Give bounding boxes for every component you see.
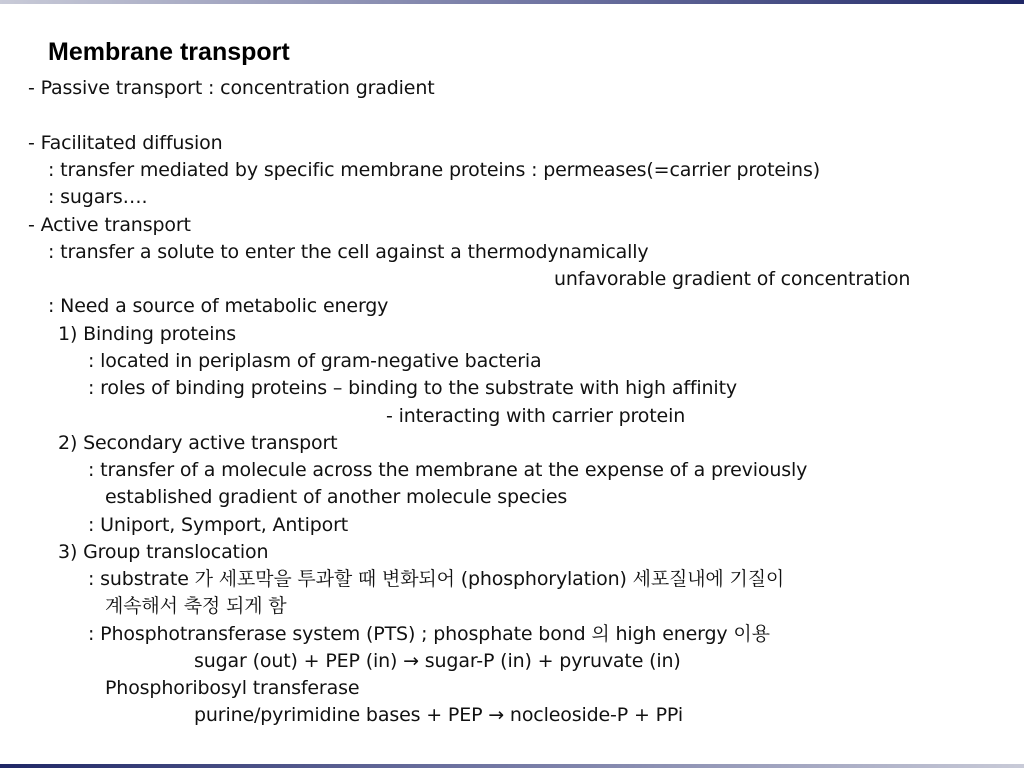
secondary-active-transport-detail: : transfer of a molecule across the membrane at the expense of a previously <box>88 459 808 481</box>
active-transport-definition: : transfer a solute to enter the cell against a thermodynamically <box>48 241 649 263</box>
binding-proteins-roles-continued: - interacting with carrier protein <box>386 405 686 427</box>
facilitated-diffusion-heading: - Facilitated diffusion <box>28 132 223 154</box>
pts-line: : Phosphotransferase system (PTS) ; phosphate bond 의 high energy 이용 <box>88 623 770 645</box>
facilitated-diffusion-detail: : transfer mediated by specific membrane proteins : permeases(=carrier proteins) <box>48 159 820 181</box>
binding-proteins-roles: : roles of binding proteins – binding to the substrate with high affinity <box>88 377 737 399</box>
active-transport-energy-line: : Need a source of metabolic energy <box>48 295 389 317</box>
secondary-active-transport-types: : Uniport, Symport, Antiport <box>88 514 349 536</box>
secondary-active-transport-heading: 2) Secondary active transport <box>58 432 338 454</box>
passive-transport-line: - Passive transport : concentration gradient <box>28 77 435 99</box>
active-transport-definition-continued: unfavorable gradient of concentration <box>554 268 911 290</box>
binding-proteins-location: : located in periplasm of gram-negative bacteria <box>88 350 542 372</box>
top-decorative-bar <box>0 0 1024 4</box>
bottom-decorative-bar <box>0 764 1024 768</box>
pts-reaction: sugar (out) + PEP (in) → sugar-P (in) + pyruvate (in) <box>194 650 681 672</box>
active-transport-heading: - Active transport <box>28 214 191 236</box>
group-translocation-detail-continued: 계속해서 축정 되게 함 <box>105 595 287 617</box>
group-translocation-heading: 3) Group translocation <box>58 541 269 563</box>
phosphoribosyl-transferase-heading: Phosphoribosyl transferase <box>105 677 360 699</box>
group-translocation-detail: : substrate 가 세포막을 투과할 때 변화되어 (phosphorylation) 세포질내에 기질이 <box>88 568 785 590</box>
slide-title: Membrane transport <box>48 38 290 66</box>
phosphoribosyl-transferase-reaction: purine/pyrimidine bases + PEP → nocleoside-P + PPi <box>194 704 683 726</box>
facilitated-diffusion-example: : sugars…. <box>48 186 148 208</box>
binding-proteins-heading: 1) Binding proteins <box>58 323 236 345</box>
secondary-active-transport-detail-continued: established gradient of another molecule species <box>105 486 568 508</box>
